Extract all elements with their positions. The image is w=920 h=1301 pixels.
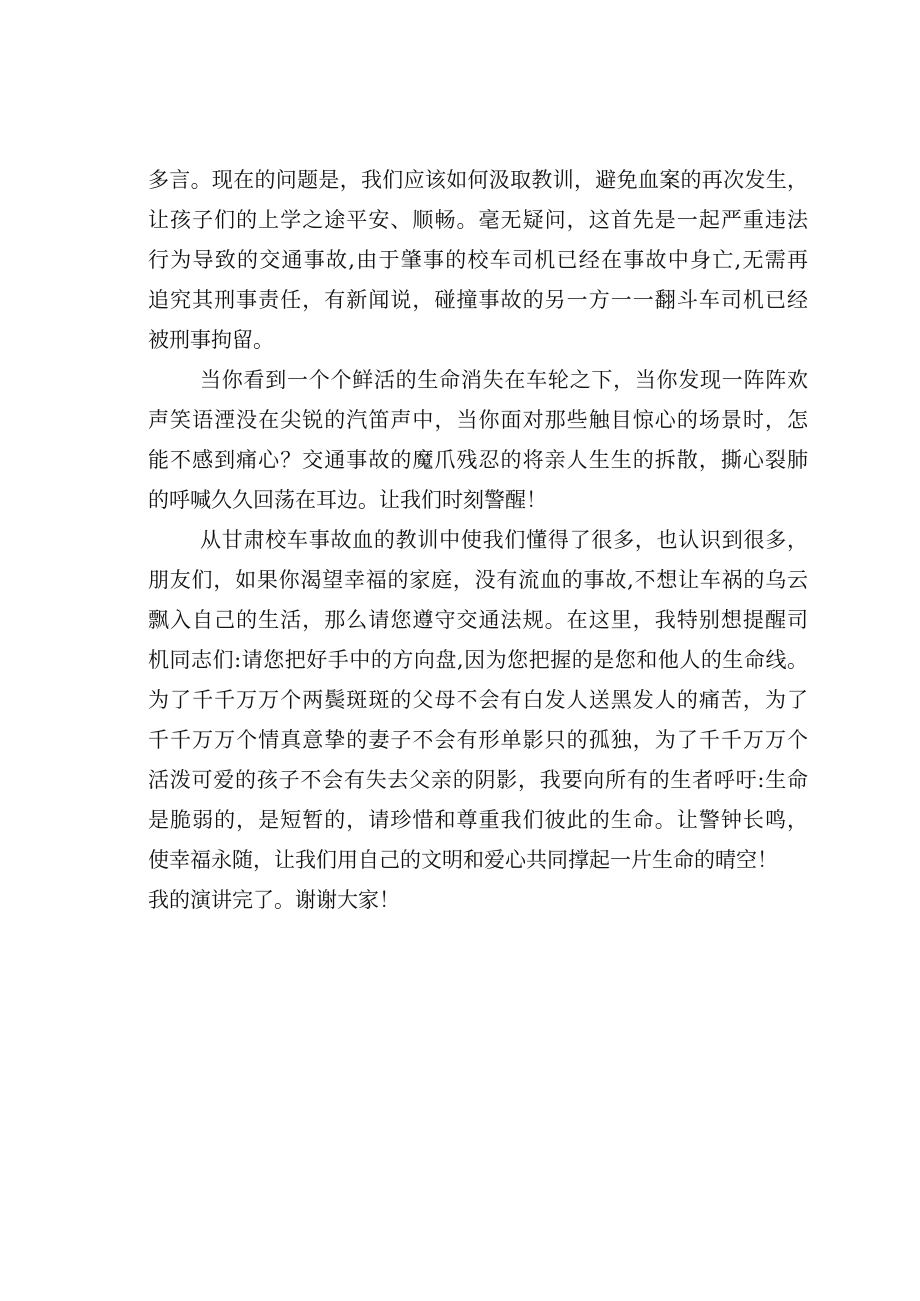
text-line: 千千万万个情真意挚的妻子不会有形单影只的孤独，为了千千万万个 — [148, 728, 808, 752]
text-line: 是脆弱的，是短暂的，请珍惜和尊重我们彼此的生命。让警钟长鸣， — [148, 808, 808, 832]
text-line: 机同志们:请您把好手中的方向盘,因为您把握的是您和他人的生命线。 — [148, 648, 808, 672]
text-line: 活泼可爱的孩子不会有失去父亲的阴影，我要向所有的生者呼吁:生命 — [148, 768, 808, 792]
text-line: 行为导致的交通事故,由于肇事的校车司机已经在事故中身亡,无需再 — [148, 248, 808, 272]
text-line: 让孩子们的上学之途平安、顺畅。毫无疑问，这首先是一起严重违法 — [148, 208, 808, 232]
text-line: 被刑事拘留。 — [148, 328, 274, 352]
paragraph-2 — [148, 360, 808, 520]
text-line: 使幸福永随，让我们用自己的文明和爱心共同撑起一片生命的晴空！ — [148, 848, 778, 872]
text-line: 多言。现在的问题是，我们应该如何汲取教训，避免血案的再次发生， — [148, 168, 808, 192]
text-line: 我的演讲完了。谢谢大家！ — [148, 888, 400, 912]
text-line: 追究其刑事责任，有新闻说，碰撞事故的另一方一一翻斗车司机已经 — [148, 288, 808, 312]
text-line: 从甘肃校车事故血的教训中使我们懂得了很多，也认识到很多， — [200, 528, 808, 552]
speech-body — [148, 160, 808, 920]
text-line: 朋友们，如果你渴望幸福的家庭，没有流血的事故,不想让车祸的乌云 — [148, 568, 808, 592]
paragraph-1 — [148, 160, 808, 360]
text-line: 当你看到一个个鲜活的生命消失在车轮之下，当你发现一阵阵欢 — [200, 368, 808, 392]
text-line: 为了千千万万个两鬓斑斑的父母不会有白发人送黑发人的痛苦，为了 — [148, 688, 808, 712]
text-line: 声笑语湮没在尖锐的汽笛声中，当你面对那些触目惊心的场景时，怎 — [148, 408, 808, 432]
text-line: 能不感到痛心？交通事故的魔爪残忍的将亲人生生的拆散，撕心裂肺 — [148, 448, 808, 472]
text-line: 的呼喊久久回荡在耳边。让我们时刻警醒！ — [148, 488, 547, 512]
paragraph-3 — [148, 520, 808, 920]
text-line: 飘入自己的生活，那么请您遵守交通法规。在这里，我特别想提醒司 — [148, 608, 808, 632]
